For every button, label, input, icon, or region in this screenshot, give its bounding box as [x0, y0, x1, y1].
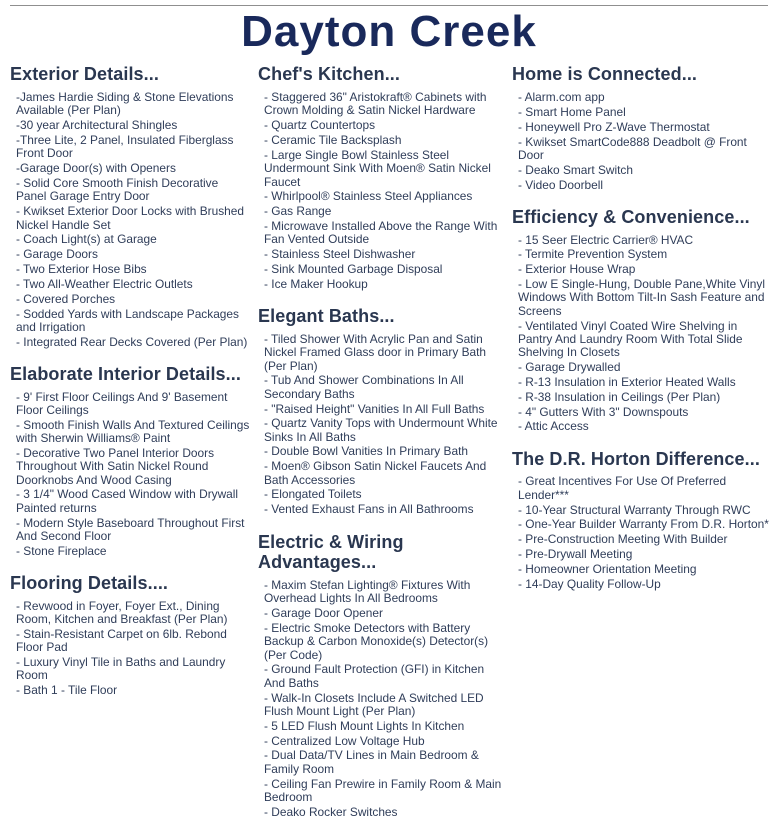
- feature-item: - Quartz Vanity Tops with Undermount White Sinks In All Baths: [264, 416, 498, 444]
- feature-item: - Tiled Shower With Acrylic Pan and Satin Nickel Framed Glass door in Primary Bath (Per Plan): [264, 331, 487, 373]
- feature-columns: [0, 64, 778, 834]
- feature-item: - Honeywell Pro Z-Wave Thermostat: [518, 119, 710, 134]
- feature-item: - Decorative Two Panel Interior Doors Throughout With Satin Nickel Round Doorknobs And Wood Casing: [16, 445, 215, 487]
- feature-item: -Garage Door(s) with Openers: [16, 161, 176, 176]
- feature-item: - Deako Smart Switch: [518, 162, 633, 177]
- feature-list: [10, 91, 250, 349]
- column-right: [512, 64, 770, 606]
- section-heading: Elaborate Interior Details...: [10, 363, 241, 384]
- column-left: [10, 64, 250, 712]
- feature-item: - 4" Gutters With 3" Downspouts: [518, 404, 689, 419]
- feature-item: - Luxury Vinyl Tile in Baths and Laundry Room: [16, 655, 226, 683]
- feature-item: - Garage Door Opener: [264, 606, 383, 621]
- feature-item: - Homeowner Orientation Meeting: [518, 561, 697, 576]
- section-heading: Efficiency & Convenience...: [512, 206, 750, 227]
- feature-section: [512, 449, 770, 591]
- page-title: Dayton Creek: [241, 7, 537, 56]
- feature-item: - Smooth Finish Walls And Textured Ceilings with Sherwin Williams® Paint: [16, 417, 250, 446]
- feature-item: - Maxim Stefan Lighting® Fixtures With Overhead Lights In All Bedrooms: [264, 578, 471, 606]
- feature-item: - Ground Fault Protection (GFI) in Kitchen And Baths: [264, 662, 485, 690]
- feature-item: - Moen® Gibson Satin Nickel Faucets And Bath Accessories: [264, 459, 487, 487]
- feature-item: - Garage Drywalled: [518, 360, 621, 375]
- feature-item: - Termite Prevention System: [518, 247, 668, 262]
- feature-item: - R-13 Insulation in Exterior Heated Walls: [518, 374, 736, 389]
- feature-item: - 15 Seer Electric Carrier® HVAC: [518, 232, 694, 247]
- feature-section: [512, 207, 770, 434]
- feature-item: - Elongated Toilets: [264, 487, 362, 502]
- feature-item: - Covered Porches: [16, 291, 116, 306]
- feature-item: - Quartz Countertops: [264, 118, 376, 133]
- page: [0, 5, 778, 834]
- feature-item: - Stone Fireplace: [16, 543, 107, 558]
- feature-item: - Vented Exhaust Fans in All Bathrooms: [264, 502, 474, 517]
- feature-section: [10, 64, 250, 349]
- feature-list: [512, 234, 770, 434]
- feature-item: - Attic Access: [518, 419, 589, 434]
- feature-item: - Tub And Shower Combinations In All Secondary Baths: [264, 373, 464, 401]
- feature-item: - Large Single Bowl Stainless Steel Undermount Sink With Moen® Satin Nickel Faucet: [264, 147, 491, 189]
- feature-section: [10, 573, 250, 697]
- feature-item: - 5 LED Flush Mount Lights In Kitchen: [264, 718, 465, 733]
- feature-list: [10, 391, 250, 558]
- feature-item: - Ceramic Tile Backsplash: [264, 133, 402, 148]
- feature-item: - Ceiling Fan Prewire in Family Room & Main Bedroom: [264, 776, 502, 804]
- feature-item: - Gas Range: [264, 204, 332, 219]
- feature-item: - 9' First Floor Ceilings And 9' Basement Floor Ceilings: [16, 389, 228, 417]
- feature-item: -30 year Architectural Shingles: [16, 118, 178, 133]
- feature-item: - Great Incentives For Use Of Preferred Lender***: [518, 474, 727, 502]
- feature-item: -James Hardie Siding & Stone Elevations Available (Per Plan): [16, 90, 234, 118]
- feature-item: - Microwave Installed Above the Range With Fan Vented Outside: [264, 219, 498, 247]
- feature-item: - Exterior House Wrap: [518, 262, 636, 277]
- feature-item: - Two Exterior Hose Bibs: [16, 262, 147, 277]
- section-heading: Elegant Baths...: [258, 306, 395, 327]
- section-heading: The D.R. Horton Difference...: [512, 448, 760, 469]
- feature-item: - Two All-Weather Electric Outlets: [16, 276, 193, 291]
- feature-item: - R-38 Insulation in Ceilings (Per Plan): [518, 389, 721, 404]
- section-heading: Home is Connected...: [512, 64, 698, 85]
- column-middle: [258, 64, 504, 834]
- feature-section: [10, 364, 250, 558]
- feature-list: [258, 91, 504, 291]
- feature-item: - Sink Mounted Garbage Disposal: [264, 262, 443, 277]
- feature-item: - Integrated Rear Decks Covered (Per Plan): [16, 334, 248, 349]
- feature-item: - Revwood in Foyer, Foyer Ext., Dining Room, Kitchen and Breakfast (Per Plan): [16, 598, 228, 627]
- feature-item: -Three Lite, 2 Panel, Insulated Fiberglass Front Door: [16, 133, 234, 161]
- feature-item: - Double Bowl Vanities In Primary Bath: [264, 444, 468, 459]
- feature-item: - Alarm.com app: [518, 90, 605, 105]
- feature-item: - Kwikset SmartCode888 Deadbolt @ Front Door: [518, 134, 747, 162]
- feature-item: - Pre-Drywall Meeting: [518, 546, 633, 561]
- top-divider: [10, 5, 768, 6]
- feature-item: - Centralized Low Voltage Hub: [264, 733, 425, 748]
- feature-item: - Dual Data/TV Lines in Main Bedroom & Family Room: [264, 748, 479, 776]
- feature-item: - Smart Home Panel: [518, 104, 626, 119]
- feature-item: - Stain-Resistant Carpet on 6lb. Rebond Floor Pad: [16, 626, 227, 655]
- feature-list: [10, 600, 250, 698]
- feature-item: - Deako Rocker Switches: [264, 804, 398, 819]
- feature-item: - 10-Year Structural Warranty Through RWC: [518, 502, 751, 517]
- feature-item: - Walk-In Closets Include A Switched LED Flush Mount Light (Per Plan): [264, 690, 484, 718]
- feature-item: - Low E Single-Hung, Double Pane,White Vinyl Windows With Bottom Tilt-In Sash Feature and Screens: [518, 277, 765, 318]
- feature-list: [258, 333, 504, 517]
- feature-item: - One-Year Builder Warranty From D.R. Horton*: [518, 517, 769, 532]
- feature-item: - Stainless Steel Dishwasher: [264, 247, 416, 262]
- feature-section: [258, 64, 504, 291]
- feature-item: - Coach Light(s) at Garage: [16, 232, 157, 247]
- feature-item: - Ventilated Vinyl Coated Wire Shelving in Pantry And Laundry Room With Total Slide Shelving In Closets: [518, 318, 743, 360]
- feature-item: - Electric Smoke Detectors with Battery Backup & Carbon Monoxide(s) Detector(s) (Per Code): [264, 620, 489, 662]
- feature-item: - Video Doorbell: [518, 177, 604, 192]
- feature-item: - Whirlpool® Stainless Steel Appliances: [264, 189, 473, 204]
- section-heading: Exterior Details...: [10, 64, 159, 85]
- section-heading: Chef's Kitchen...: [258, 64, 400, 85]
- feature-item: - Ice Maker Hookup: [264, 276, 368, 291]
- feature-item: - Pre-Construction Meeting With Builder: [518, 532, 728, 547]
- feature-item: - Garage Doors: [16, 247, 98, 262]
- feature-item: - Solid Core Smooth Finish Decorative Panel Garage Entry Door: [16, 176, 219, 204]
- section-heading: Electric & Wiring Advantages...: [258, 531, 404, 573]
- feature-section: [258, 532, 504, 819]
- feature-item: - 3 1/4" Wood Cased Window with Drywall Painted returns: [16, 487, 239, 515]
- feature-item: - Modern Style Baseboard Throughout First And Second Floor: [16, 515, 245, 543]
- feature-item: - Kwikset Exterior Door Locks with Brushed Nickel Handle Set: [16, 204, 244, 232]
- feature-item: - Sodded Yards with Landscape Packages and Irrigation: [16, 306, 239, 334]
- feature-item: - "Raised Height" Vanities In All Full Baths: [264, 401, 485, 416]
- feature-item: - 14-Day Quality Follow-Up: [518, 576, 661, 591]
- feature-section: [258, 306, 504, 516]
- feature-list: [512, 475, 770, 591]
- feature-section: [512, 64, 770, 191]
- feature-item: - Staggered 36" Aristokraft® Cabinets with Crown Molding & Satin Nickel Hardware: [264, 90, 487, 118]
- feature-item: - Bath 1 - Tile Floor: [16, 683, 118, 698]
- section-heading: Flooring Details....: [10, 573, 169, 594]
- feature-list: [258, 579, 504, 819]
- feature-list: [512, 91, 770, 192]
